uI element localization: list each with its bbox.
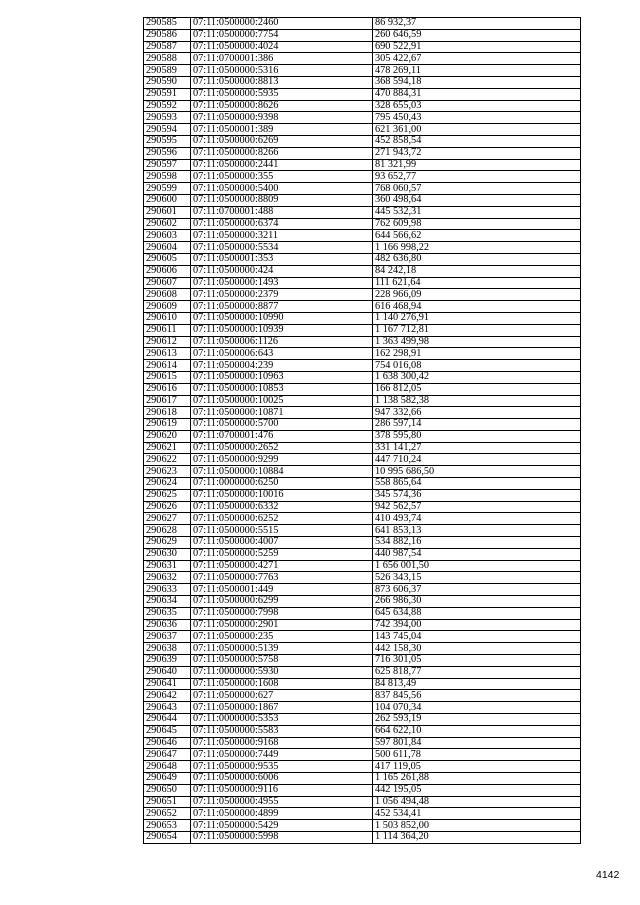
cadastral-number-cell: 07:11:0500000:5139 bbox=[191, 643, 373, 655]
cadastral-number-cell: 07:11:0500000:6299 bbox=[191, 596, 373, 608]
table-row bbox=[144, 324, 581, 336]
cadastral-number-cell: 07:11:0500000:5515 bbox=[191, 525, 373, 537]
cadastral-number-cell: 07:11:0500000:9398 bbox=[191, 112, 373, 124]
cadastral-value-cell: 84 242,18 bbox=[373, 265, 581, 277]
row-number-cell: 290608 bbox=[144, 289, 191, 301]
cadastral-number-cell: 07:11:0500000:9299 bbox=[191, 454, 373, 466]
cadastral-value-cell: 690 522,91 bbox=[373, 41, 581, 53]
cadastral-number-cell: 07:11:0500000:2901 bbox=[191, 619, 373, 631]
table-row bbox=[144, 584, 581, 596]
table-row bbox=[144, 831, 581, 843]
cadastral-number-cell: 07:11:0500000:7763 bbox=[191, 572, 373, 584]
row-number-cell: 290611 bbox=[144, 324, 191, 336]
cadastral-value-cell: 795 450,43 bbox=[373, 112, 581, 124]
cadastral-number-cell: 07:11:0700001:386 bbox=[191, 53, 373, 65]
row-number-cell: 290622 bbox=[144, 454, 191, 466]
cadastral-number-cell: 07:11:0500001:353 bbox=[191, 253, 373, 265]
cadastral-number-cell: 07:11:0500000:3211 bbox=[191, 230, 373, 242]
table-row bbox=[144, 395, 581, 407]
row-number-cell: 290625 bbox=[144, 489, 191, 501]
cadastral-value-cell: 500 611,78 bbox=[373, 749, 581, 761]
row-number-cell: 290588 bbox=[144, 53, 191, 65]
row-number-cell: 290633 bbox=[144, 584, 191, 596]
cadastral-value-cell: 262 593,19 bbox=[373, 714, 581, 726]
table-row bbox=[144, 419, 581, 431]
cadastral-number-cell: 07:11:0500000:5316 bbox=[191, 65, 373, 77]
table-row bbox=[144, 666, 581, 678]
cadastral-value-cell: 1 503 852,00 bbox=[373, 820, 581, 832]
row-number-cell: 290614 bbox=[144, 360, 191, 372]
table-row bbox=[144, 619, 581, 631]
table-row bbox=[144, 53, 581, 65]
row-number-cell: 290649 bbox=[144, 773, 191, 785]
cadastral-number-cell: 07:11:0500000:4955 bbox=[191, 796, 373, 808]
cadastral-number-cell: 07:11:0500000:4899 bbox=[191, 808, 373, 820]
cadastral-value-cell: 447 710,24 bbox=[373, 454, 581, 466]
row-number-cell: 290616 bbox=[144, 383, 191, 395]
table-row bbox=[144, 631, 581, 643]
cadastral-number-cell: 07:11:0500000:10939 bbox=[191, 324, 373, 336]
table-row bbox=[144, 100, 581, 112]
cadastral-value-cell: 305 422,67 bbox=[373, 53, 581, 65]
table-row bbox=[144, 761, 581, 773]
table-row bbox=[144, 725, 581, 737]
row-number-cell: 290627 bbox=[144, 513, 191, 525]
row-number-cell: 290650 bbox=[144, 784, 191, 796]
cadastral-number-cell: 07:11:0000000:6250 bbox=[191, 478, 373, 490]
cadastral-value-cell: 597 801,84 bbox=[373, 737, 581, 749]
cadastral-number-cell: 07:11:0500000:8813 bbox=[191, 76, 373, 88]
table-row bbox=[144, 371, 581, 383]
table-row bbox=[144, 76, 581, 88]
row-number-cell: 290629 bbox=[144, 537, 191, 549]
row-number-cell: 290595 bbox=[144, 135, 191, 147]
row-number-cell: 290643 bbox=[144, 702, 191, 714]
row-number-cell: 290635 bbox=[144, 607, 191, 619]
cadastral-value-cell: 111 621,64 bbox=[373, 277, 581, 289]
table-row bbox=[144, 737, 581, 749]
cadastral-value-cell: 266 986,30 bbox=[373, 596, 581, 608]
cadastral-value-cell: 762 609,98 bbox=[373, 218, 581, 230]
cadastral-number-cell: 07:11:0500000:355 bbox=[191, 171, 373, 183]
cadastral-value-cell: 166 812,05 bbox=[373, 383, 581, 395]
row-number-cell: 290637 bbox=[144, 631, 191, 643]
table-row bbox=[144, 796, 581, 808]
cadastral-number-cell: 07:11:0500000:424 bbox=[191, 265, 373, 277]
cadastral-value-cell: 873 606,37 bbox=[373, 584, 581, 596]
cadastral-number-cell: 07:11:0500000:5259 bbox=[191, 548, 373, 560]
table-row bbox=[144, 159, 581, 171]
row-number-cell: 290619 bbox=[144, 419, 191, 431]
table-row bbox=[144, 820, 581, 832]
cadastral-value-cell: 754 016,08 bbox=[373, 360, 581, 372]
row-number-cell: 290604 bbox=[144, 242, 191, 254]
row-number-cell: 290617 bbox=[144, 395, 191, 407]
table-row bbox=[144, 194, 581, 206]
row-number-cell: 290597 bbox=[144, 159, 191, 171]
cadastral-value-cell: 1 140 276,91 bbox=[373, 312, 581, 324]
cadastral-number-cell: 07:11:0000000:5930 bbox=[191, 666, 373, 678]
cadastral-number-cell: 07:11:0500000:10016 bbox=[191, 489, 373, 501]
cadastral-value-cell: 1 114 364,20 bbox=[373, 831, 581, 843]
cadastral-number-cell: 07:11:0500000:4024 bbox=[191, 41, 373, 53]
table-row bbox=[144, 29, 581, 41]
table-row bbox=[144, 714, 581, 726]
cadastral-number-cell: 07:11:0500000:8809 bbox=[191, 194, 373, 206]
row-number-cell: 290590 bbox=[144, 76, 191, 88]
cadastral-value-cell: 368 594,18 bbox=[373, 76, 581, 88]
row-number-cell: 290654 bbox=[144, 831, 191, 843]
table-body bbox=[144, 18, 581, 844]
cadastral-value-cell: 1 167 712,81 bbox=[373, 324, 581, 336]
cadastral-number-cell: 07:11:0500000:7998 bbox=[191, 607, 373, 619]
cadastral-number-cell: 07:11:0500000:10990 bbox=[191, 312, 373, 324]
table-row bbox=[144, 135, 581, 147]
cadastral-number-cell: 07:11:0500000:10025 bbox=[191, 395, 373, 407]
table-row bbox=[144, 407, 581, 419]
cadastral-value-cell: 445 532,31 bbox=[373, 206, 581, 218]
cadastral-value-cell: 442 195,05 bbox=[373, 784, 581, 796]
row-number-cell: 290626 bbox=[144, 501, 191, 513]
cadastral-number-cell: 07:11:0500000:235 bbox=[191, 631, 373, 643]
row-number-cell: 290647 bbox=[144, 749, 191, 761]
table-row bbox=[144, 88, 581, 100]
cadastral-value-cell: 534 882,16 bbox=[373, 537, 581, 549]
cadastral-value-cell: 440 987,54 bbox=[373, 548, 581, 560]
cadastral-number-cell: 07:11:0500000:8626 bbox=[191, 100, 373, 112]
row-number-cell: 290607 bbox=[144, 277, 191, 289]
table-row bbox=[144, 678, 581, 690]
table-row bbox=[144, 643, 581, 655]
cadastral-number-cell: 07:11:0500000:2441 bbox=[191, 159, 373, 171]
row-number-cell: 290621 bbox=[144, 442, 191, 454]
cadastral-number-cell: 07:11:0500000:5998 bbox=[191, 831, 373, 843]
row-number-cell: 290624 bbox=[144, 478, 191, 490]
cadastral-number-cell: 07:11:0500000:8266 bbox=[191, 147, 373, 159]
table-row bbox=[144, 253, 581, 265]
row-number-cell: 290631 bbox=[144, 560, 191, 572]
cadastral-number-cell: 07:11:0500000:5700 bbox=[191, 419, 373, 431]
row-number-cell: 290610 bbox=[144, 312, 191, 324]
cadastral-value-cell: 470 884,31 bbox=[373, 88, 581, 100]
row-number-cell: 290606 bbox=[144, 265, 191, 277]
cadastral-value-cell: 93 652,77 bbox=[373, 171, 581, 183]
table-row bbox=[144, 513, 581, 525]
cadastral-number-cell: 07:11:0500006:1126 bbox=[191, 336, 373, 348]
cadastral-number-cell: 07:11:0500004:239 bbox=[191, 360, 373, 372]
table-row bbox=[144, 348, 581, 360]
table-row bbox=[144, 277, 581, 289]
row-number-cell: 290591 bbox=[144, 88, 191, 100]
row-number-cell: 290641 bbox=[144, 678, 191, 690]
cadastral-number-cell: 07:11:0500000:5429 bbox=[191, 820, 373, 832]
cadastral-number-cell: 07:11:0500000:5935 bbox=[191, 88, 373, 100]
table-row bbox=[144, 265, 581, 277]
cadastral-number-cell: 07:11:0500000:7449 bbox=[191, 749, 373, 761]
cadastral-number-cell: 07:11:0500000:9116 bbox=[191, 784, 373, 796]
cadastral-number-cell: 07:11:0500000:5400 bbox=[191, 183, 373, 195]
cadastral-number-cell: 07:11:0500000:627 bbox=[191, 690, 373, 702]
cadastral-value-cell: 482 636,80 bbox=[373, 253, 581, 265]
cadastral-value-cell: 621 361,00 bbox=[373, 124, 581, 136]
table-row bbox=[144, 65, 581, 77]
cadastral-value-cell: 378 595,80 bbox=[373, 430, 581, 442]
cadastral-number-cell: 07:11:0500000:2652 bbox=[191, 442, 373, 454]
table-row bbox=[144, 301, 581, 313]
cadastral-value-cell: 742 394,00 bbox=[373, 619, 581, 631]
table-row bbox=[144, 430, 581, 442]
cadastral-value-cell: 942 562,57 bbox=[373, 501, 581, 513]
cadastral-value-cell: 1 138 582,38 bbox=[373, 395, 581, 407]
cadastral-value-cell: 162 298,91 bbox=[373, 348, 581, 360]
table-row bbox=[144, 312, 581, 324]
table-row bbox=[144, 336, 581, 348]
cadastral-number-cell: 07:11:0500000:5534 bbox=[191, 242, 373, 254]
cadastral-number-cell: 07:11:0500000:10884 bbox=[191, 466, 373, 478]
table-row bbox=[144, 548, 581, 560]
cadastral-number-cell: 07:11:0500000:1867 bbox=[191, 702, 373, 714]
cadastral-number-cell: 07:11:0500000:6332 bbox=[191, 501, 373, 513]
table-row bbox=[144, 41, 581, 53]
cadastral-value-cell: 345 574,36 bbox=[373, 489, 581, 501]
row-number-cell: 290653 bbox=[144, 820, 191, 832]
row-number-cell: 290628 bbox=[144, 525, 191, 537]
cadastral-value-cell: 947 332,66 bbox=[373, 407, 581, 419]
table-row bbox=[144, 242, 581, 254]
table-row bbox=[144, 773, 581, 785]
cadastral-value-cell: 768 060,57 bbox=[373, 183, 581, 195]
cadastral-number-cell: 07:11:0500000:10853 bbox=[191, 383, 373, 395]
cadastral-value-cell: 1 656 001,50 bbox=[373, 560, 581, 572]
row-number-cell: 290615 bbox=[144, 371, 191, 383]
table-row bbox=[144, 230, 581, 242]
table-row bbox=[144, 655, 581, 667]
row-number-cell: 290636 bbox=[144, 619, 191, 631]
cadastral-value-cell: 664 622,10 bbox=[373, 725, 581, 737]
table-row bbox=[144, 607, 581, 619]
row-number-cell: 290594 bbox=[144, 124, 191, 136]
cadastral-number-cell: 07:11:0500000:8877 bbox=[191, 301, 373, 313]
table-row bbox=[144, 808, 581, 820]
table-row bbox=[144, 383, 581, 395]
cadastral-number-cell: 07:11:0500000:5758 bbox=[191, 655, 373, 667]
table-row bbox=[144, 206, 581, 218]
cadastral-value-cell: 86 932,37 bbox=[373, 18, 581, 30]
cadastral-value-cell: 645 634,88 bbox=[373, 607, 581, 619]
cadastral-number-cell: 07:11:0500000:6374 bbox=[191, 218, 373, 230]
cadastral-number-cell: 07:11:0500000:2379 bbox=[191, 289, 373, 301]
page-number: 4142 bbox=[596, 869, 620, 881]
row-number-cell: 290602 bbox=[144, 218, 191, 230]
cadastral-value-cell: 10 995 686,50 bbox=[373, 466, 581, 478]
table-row bbox=[144, 489, 581, 501]
table-row bbox=[144, 112, 581, 124]
table-row bbox=[144, 454, 581, 466]
cadastral-number-cell: 07:11:0700001:476 bbox=[191, 430, 373, 442]
row-number-cell: 290630 bbox=[144, 548, 191, 560]
cadastral-number-cell: 07:11:0500000:4007 bbox=[191, 537, 373, 549]
row-number-cell: 290648 bbox=[144, 761, 191, 773]
row-number-cell: 290642 bbox=[144, 690, 191, 702]
row-number-cell: 290601 bbox=[144, 206, 191, 218]
cadastral-value-cell: 1 638 300,42 bbox=[373, 371, 581, 383]
cadastral-value-cell: 228 966,09 bbox=[373, 289, 581, 301]
table-row bbox=[144, 18, 581, 30]
cadastral-value-cell: 260 646,59 bbox=[373, 29, 581, 41]
cadastral-number-cell: 07:11:0500006:643 bbox=[191, 348, 373, 360]
cadastral-number-cell: 07:11:0500000:6269 bbox=[191, 135, 373, 147]
cadastral-number-cell: 07:11:0500000:2460 bbox=[191, 18, 373, 30]
cadastral-number-cell: 07:11:0500001:389 bbox=[191, 124, 373, 136]
cadastral-value-cell: 1 166 998,22 bbox=[373, 242, 581, 254]
row-number-cell: 290651 bbox=[144, 796, 191, 808]
row-number-cell: 290599 bbox=[144, 183, 191, 195]
table-row bbox=[144, 466, 581, 478]
row-number-cell: 290589 bbox=[144, 65, 191, 77]
table-row bbox=[144, 596, 581, 608]
table-row bbox=[144, 478, 581, 490]
cadastral-number-cell: 07:11:0500000:1493 bbox=[191, 277, 373, 289]
cadastral-value-cell: 360 498,64 bbox=[373, 194, 581, 206]
row-number-cell: 290634 bbox=[144, 596, 191, 608]
table-row bbox=[144, 218, 581, 230]
cadastral-value-cell: 716 301,05 bbox=[373, 655, 581, 667]
cadastral-number-cell: 07:11:0500000:9168 bbox=[191, 737, 373, 749]
cadastral-value-cell: 1 165 261,88 bbox=[373, 773, 581, 785]
cadastral-value-cell: 616 468,94 bbox=[373, 301, 581, 313]
row-number-cell: 290639 bbox=[144, 655, 191, 667]
table-row bbox=[144, 124, 581, 136]
cadastral-number-cell: 07:11:0500000:4271 bbox=[191, 560, 373, 572]
cadastral-value-cell: 331 141,27 bbox=[373, 442, 581, 454]
row-number-cell: 290605 bbox=[144, 253, 191, 265]
cadastral-value-cell: 1 056 494,48 bbox=[373, 796, 581, 808]
cadastral-value-cell: 442 158,30 bbox=[373, 643, 581, 655]
cadastral-value-cell: 625 818,77 bbox=[373, 666, 581, 678]
table-row bbox=[144, 501, 581, 513]
table-row bbox=[144, 537, 581, 549]
row-number-cell: 290598 bbox=[144, 171, 191, 183]
row-number-cell: 290618 bbox=[144, 407, 191, 419]
cadastral-value-table-container bbox=[143, 17, 580, 844]
table-row bbox=[144, 690, 581, 702]
row-number-cell: 290638 bbox=[144, 643, 191, 655]
table-row bbox=[144, 572, 581, 584]
cadastral-value-cell: 328 655,03 bbox=[373, 100, 581, 112]
cadastral-number-cell: 07:11:0700001:488 bbox=[191, 206, 373, 218]
cadastral-value-cell: 271 943,72 bbox=[373, 147, 581, 159]
cadastral-value-cell: 452 534,41 bbox=[373, 808, 581, 820]
cadastral-number-cell: 07:11:0500000:10963 bbox=[191, 371, 373, 383]
cadastral-value-cell: 526 343,15 bbox=[373, 572, 581, 584]
cadastral-value-table bbox=[143, 17, 581, 844]
cadastral-value-cell: 84 813,49 bbox=[373, 678, 581, 690]
row-number-cell: 290644 bbox=[144, 714, 191, 726]
cadastral-value-cell: 452 858,54 bbox=[373, 135, 581, 147]
row-number-cell: 290585 bbox=[144, 18, 191, 30]
cadastral-value-cell: 81 321,99 bbox=[373, 159, 581, 171]
table-row bbox=[144, 147, 581, 159]
table-row bbox=[144, 289, 581, 301]
cadastral-number-cell: 07:11:0500001:449 bbox=[191, 584, 373, 596]
cadastral-value-cell: 410 493,74 bbox=[373, 513, 581, 525]
table-row bbox=[144, 560, 581, 572]
row-number-cell: 290586 bbox=[144, 29, 191, 41]
cadastral-number-cell: 07:11:0500000:9535 bbox=[191, 761, 373, 773]
cadastral-number-cell: 07:11:0000000:5353 bbox=[191, 714, 373, 726]
row-number-cell: 290587 bbox=[144, 41, 191, 53]
row-number-cell: 290603 bbox=[144, 230, 191, 242]
cadastral-value-cell: 644 566,62 bbox=[373, 230, 581, 242]
cadastral-number-cell: 07:11:0500000:5583 bbox=[191, 725, 373, 737]
cadastral-value-cell: 558 865,64 bbox=[373, 478, 581, 490]
table-row bbox=[144, 360, 581, 372]
cadastral-number-cell: 07:11:0500000:10871 bbox=[191, 407, 373, 419]
cadastral-value-cell: 286 597,14 bbox=[373, 419, 581, 431]
row-number-cell: 290640 bbox=[144, 666, 191, 678]
cadastral-value-cell: 641 853,13 bbox=[373, 525, 581, 537]
row-number-cell: 290632 bbox=[144, 572, 191, 584]
row-number-cell: 290596 bbox=[144, 147, 191, 159]
row-number-cell: 290645 bbox=[144, 725, 191, 737]
cadastral-number-cell: 07:11:0500000:1608 bbox=[191, 678, 373, 690]
row-number-cell: 290623 bbox=[144, 466, 191, 478]
row-number-cell: 290592 bbox=[144, 100, 191, 112]
row-number-cell: 290620 bbox=[144, 430, 191, 442]
table-row bbox=[144, 749, 581, 761]
cadastral-number-cell: 07:11:0500000:7754 bbox=[191, 29, 373, 41]
cadastral-value-cell: 104 070,34 bbox=[373, 702, 581, 714]
cadastral-value-cell: 143 745,04 bbox=[373, 631, 581, 643]
cadastral-value-cell: 837 845,56 bbox=[373, 690, 581, 702]
row-number-cell: 290646 bbox=[144, 737, 191, 749]
table-row bbox=[144, 171, 581, 183]
row-number-cell: 290593 bbox=[144, 112, 191, 124]
table-row bbox=[144, 183, 581, 195]
row-number-cell: 290600 bbox=[144, 194, 191, 206]
row-number-cell: 290609 bbox=[144, 301, 191, 313]
row-number-cell: 290613 bbox=[144, 348, 191, 360]
cadastral-number-cell: 07:11:0500000:6006 bbox=[191, 773, 373, 785]
cadastral-value-cell: 417 119,05 bbox=[373, 761, 581, 773]
table-row bbox=[144, 702, 581, 714]
table-row bbox=[144, 442, 581, 454]
cadastral-value-cell: 1 363 499,98 bbox=[373, 336, 581, 348]
row-number-cell: 290612 bbox=[144, 336, 191, 348]
row-number-cell: 290652 bbox=[144, 808, 191, 820]
table-row bbox=[144, 784, 581, 796]
cadastral-value-cell: 478 269,11 bbox=[373, 65, 581, 77]
table-row bbox=[144, 525, 581, 537]
cadastral-number-cell: 07:11:0500000:6252 bbox=[191, 513, 373, 525]
